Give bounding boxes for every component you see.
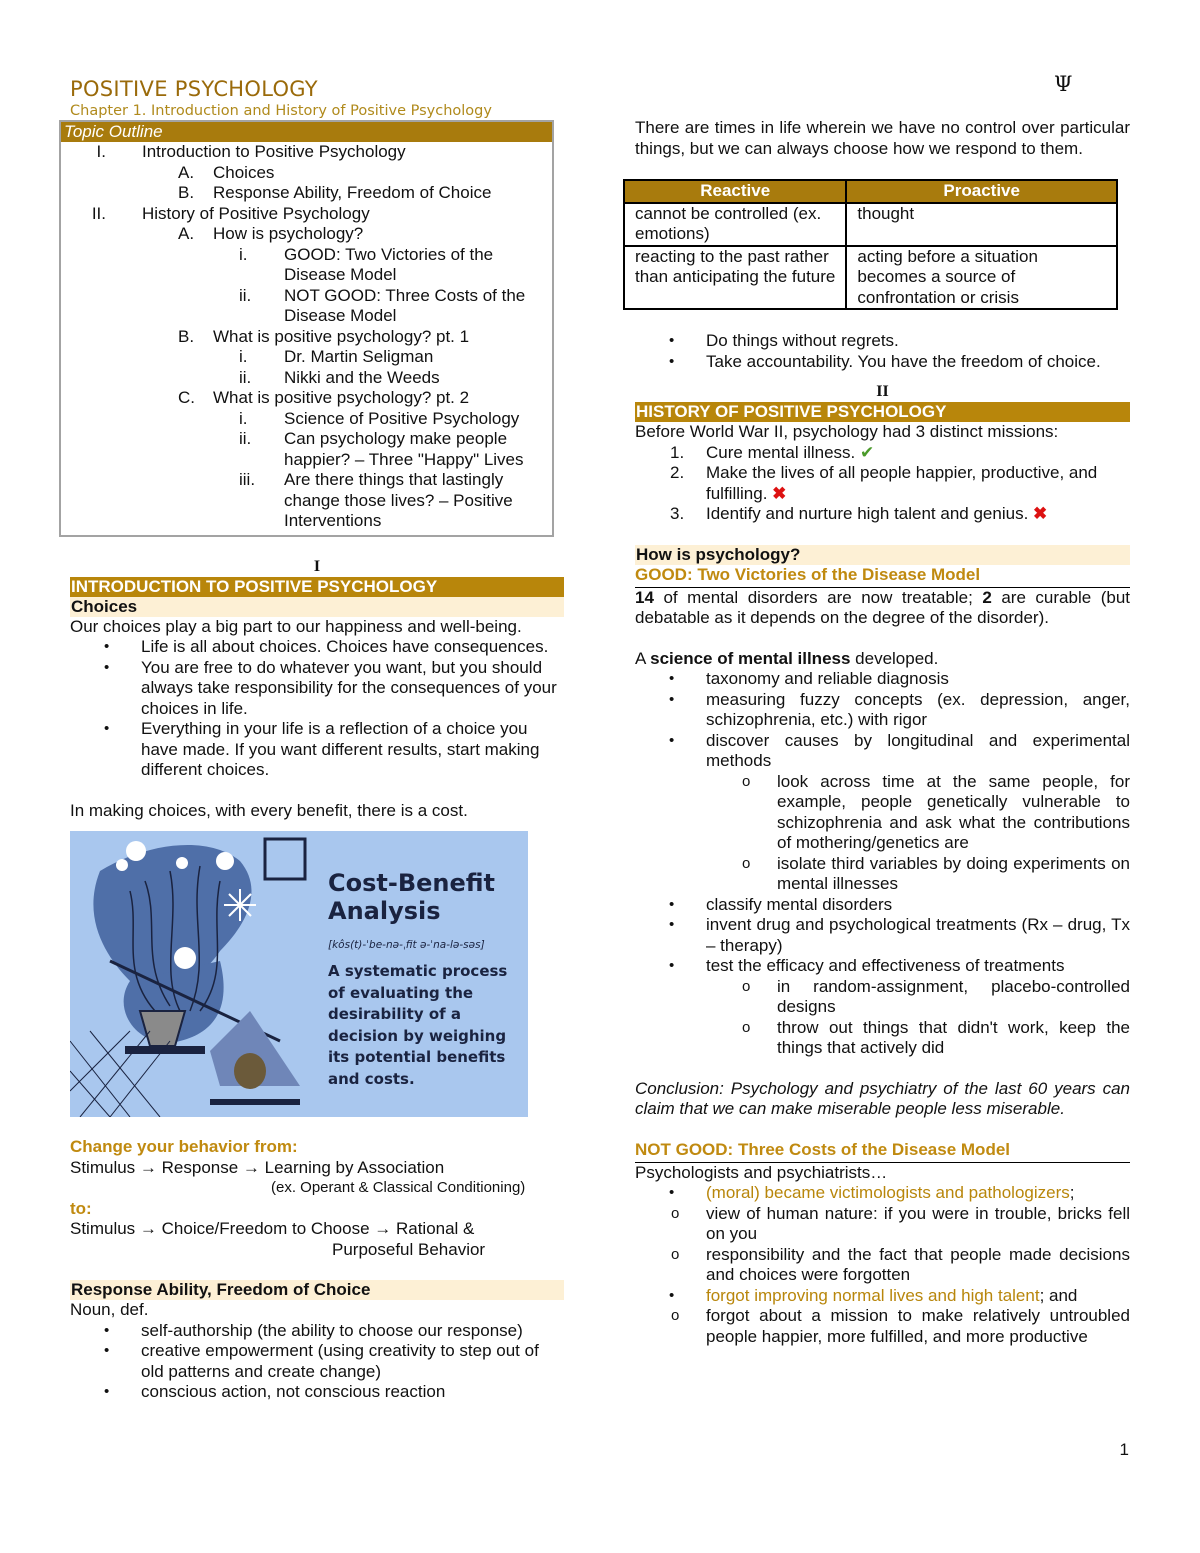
sub-list-item: o isolate third variables by doing experiments on mental illnesses	[706, 854, 1130, 895]
outline-item: Disease Model	[284, 306, 397, 325]
section-numeral: II	[876, 383, 889, 400]
document-title: POSITIVE PSYCHOLOGY	[70, 77, 318, 101]
subsection-heading: How is psychology?	[635, 545, 1130, 565]
list-item: • Do things without regrets.	[635, 331, 1130, 352]
list-item: • discover causes by longitudinal and experimental methods o look across time at the same people, for example, people genetically vulnerable to schizophrenia and ask what the contributions of mothering/genetics are o isolate third variables by doing experiments on mental illnesses	[635, 731, 1130, 895]
outline-item: i. Dr. Martin Seligman	[239, 347, 434, 366]
reactive-proactive-table	[623, 179, 1118, 310]
cross-icon: ✖	[772, 483, 787, 503]
table-cell: reacting to the past rather than anticipating the future	[624, 246, 846, 310]
subsection-heading: Response Ability, Freedom of Choice	[70, 1280, 564, 1300]
change-from: Stimulus → Response → Learning by Association	[70, 1157, 445, 1177]
right-intro: There are times in life wherein we have no control over particular things, but we can always choose how we respond to them.	[635, 118, 1130, 158]
list-item: • taxonomy and reliable diagnosis	[635, 669, 1130, 690]
science-list	[635, 669, 1130, 1059]
table-cell: thought	[846, 203, 1117, 246]
change-from-example: (ex. Operant & Classical Conditioning)	[271, 1179, 526, 1196]
sub-list-item: o in random-assignment, placebo-controlled designs	[706, 977, 1130, 1018]
table-cell: cannot be controlled (ex. emotions)	[624, 203, 846, 246]
image-description: A systematic process of evaluating the desirability of a decision by weighing its potential benefits and costs.	[328, 962, 508, 1088]
list-item: • test the efficacy and effectiveness of treatments o in random-assignment, placebo-controlled designs o throw out things that didn't work, keep the things that actively did	[635, 956, 1130, 1059]
page-number: 1	[1119, 1440, 1129, 1459]
outline-item: Interventions	[284, 511, 382, 530]
sub-list-item: o look across time at the same people, for example, people genetically vulnerable to schizophrenia and ask what the contributions of mothering/genetics are	[706, 772, 1130, 854]
choices-bullets	[70, 637, 564, 781]
cost-line: In making choices, with every benefit, there is a cost.	[70, 800, 468, 820]
list-item: • measuring fuzzy concepts (ex. depression, anger, schizophrenia, etc.) with rigor	[635, 690, 1130, 731]
outline-item: ii. Can psychology make people	[239, 429, 508, 448]
change-to-line1: Stimulus → Choice/Freedom to Choose → Rational &	[70, 1219, 475, 1238]
outline-item: C. What is positive psychology? pt. 2	[178, 388, 470, 407]
left-column	[64, 72, 564, 1403]
missions-list	[635, 443, 1130, 525]
list-item: • Everything in your life is a reflection of a choice you have made. If you want different results, start making different choices.	[70, 719, 564, 781]
check-icon: ✔	[860, 442, 875, 462]
cross-icon: ✖	[1033, 504, 1048, 523]
list-item: • conscious action, not conscious reaction	[70, 1382, 564, 1403]
outline-item: i. Science of Positive Psychology	[239, 408, 520, 428]
section-heading: INTRODUCTION TO POSITIVE PSYCHOLOGY	[70, 577, 564, 597]
outline-item: B. What is positive psychology? pt. 1	[178, 326, 470, 346]
right-column	[635, 72, 1130, 1347]
outline-item: iii. Are there things that lastingly	[239, 470, 504, 489]
outline-item: Disease Model	[284, 265, 397, 284]
outline-item: ii. Nikki and the Weeds	[239, 367, 440, 387]
list-item: • self-authorship (the ability to choose our response)	[70, 1321, 564, 1342]
mission-item: 2. Make the lives of all people happier, productive, and fulfilling. ✖	[670, 463, 1098, 503]
table-row	[624, 203, 1117, 246]
notgood-heading: NOT GOOD: Three Costs of the Disease Model	[635, 1140, 1130, 1163]
outline-item: change those lives? – Positive	[284, 490, 513, 510]
outline-item: ii. NOT GOOD: Three Costs of the	[239, 285, 526, 305]
choices-intro: Our choices play a big part to our happiness and well-being.	[70, 616, 522, 636]
outline-item: II. History of Positive Psychology	[91, 203, 370, 223]
table-header: Reactive	[624, 180, 846, 203]
topic-outline	[59, 120, 554, 537]
psi-symbol: Ψ	[1054, 72, 1073, 96]
conclusion: Conclusion: Psychology and psychiatry of the last 60 years can claim that we can make miserable people less miserable.	[635, 1078, 1130, 1118]
image-title: Cost-Benefit Analysis	[328, 869, 496, 925]
list-item: • You are free to do whatever you want, but you should always take responsibility for the consequences of your choices in life.	[70, 658, 564, 720]
outline-item: i. GOOD: Two Victories of the	[239, 244, 494, 264]
balance-scale-illustration	[70, 831, 320, 1117]
list-item: • forgot improving normal lives and high talent; and o forgot about a mission to make relatively untroubled people happier, more fulfilled, and more productive	[635, 1286, 1130, 1348]
sub-list-item: o forgot about a mission to make relatively untroubled people happier, more fulfilled, and more productive	[635, 1306, 1130, 1347]
to-label: to:	[70, 1198, 92, 1218]
topic-outline-heading: Topic Outline	[61, 122, 552, 142]
list-item: • classify mental disorders	[635, 895, 1130, 916]
document-subtitle: Chapter 1. Introduction and History of Positive Psychology	[70, 103, 492, 119]
section-numeral: I	[313, 557, 321, 575]
outline-item: I. Introduction to Positive Psychology	[96, 142, 406, 161]
list-item: • creative empowerment (using creativity to step out of old patterns and create change)	[70, 1341, 564, 1382]
mission-item: 3. Identify and nurture high talent and genius. ✖	[670, 504, 1048, 523]
table-row	[624, 246, 1117, 310]
list-item: • Life is all about choices. Choices have consequences.	[70, 637, 564, 658]
missions-intro: Before World War II, psychology had 3 distinct missions:	[635, 422, 1059, 441]
right-bullets	[635, 331, 1130, 372]
notgood-list	[635, 1183, 1130, 1347]
subsection-heading: Choices	[70, 597, 564, 617]
section-heading: HISTORY OF POSITIVE PSYCHOLOGY	[635, 402, 1130, 422]
list-item: • (moral) became victimologists and pathologizers; o view of human nature: if you were in trouble, bricks fell on you o responsibility and the fact that people made decisions and choices were forgotten	[635, 1183, 1130, 1286]
outline-item: happier? – Three "Happy" Lives	[284, 449, 524, 469]
image-pronunciation: [kôs(t)-ˈbe-nə-ˌfit ə-ˈna-lə-səs]	[328, 939, 485, 951]
outline-item: A. How is psychology?	[178, 224, 364, 243]
table-cell: acting before a situation becomes a source of confrontation or crisis	[846, 246, 1117, 310]
sub-list-item: o view of human nature: if you were in trouble, bricks fell on you	[635, 1204, 1130, 1245]
topic-outline-list	[61, 142, 552, 532]
list-item: • Take accountability. You have the freedom of choice.	[635, 352, 1130, 373]
ra-definition: Noun, def.	[70, 1300, 149, 1319]
sub-list-item: o responsibility and the fact that people made decisions and choices were forgotten	[635, 1245, 1130, 1286]
mission-item: 1. Cure mental illness. ✔	[670, 442, 875, 462]
good-text: 14 of mental disorders are now treatable; 2 are curable (but debatable as it depends on the degree of the disorder).	[635, 587, 1130, 627]
science-line: A science of mental illness developed.	[635, 648, 939, 668]
change-to-line2: Purposeful Behavior	[332, 1239, 486, 1259]
good-heading: GOOD: Two Victories of the Disease Model	[635, 565, 1130, 588]
ra-bullets	[70, 1321, 564, 1403]
table-header: Proactive	[846, 180, 1117, 203]
outline-item: A. Choices	[178, 162, 275, 182]
list-item: • invent drug and psychological treatments (Rx – drug, Tx – therapy)	[635, 915, 1130, 956]
change-heading: Change your behavior from:	[70, 1137, 298, 1156]
outline-item: B. Response Ability, Freedom of Choice	[178, 183, 492, 202]
cost-benefit-illustration	[70, 831, 528, 1117]
sub-list-item: o throw out things that didn't work, keep the things that actively did	[706, 1018, 1130, 1059]
notgood-intro: Psychologists and psychiatrists…	[635, 1162, 888, 1182]
